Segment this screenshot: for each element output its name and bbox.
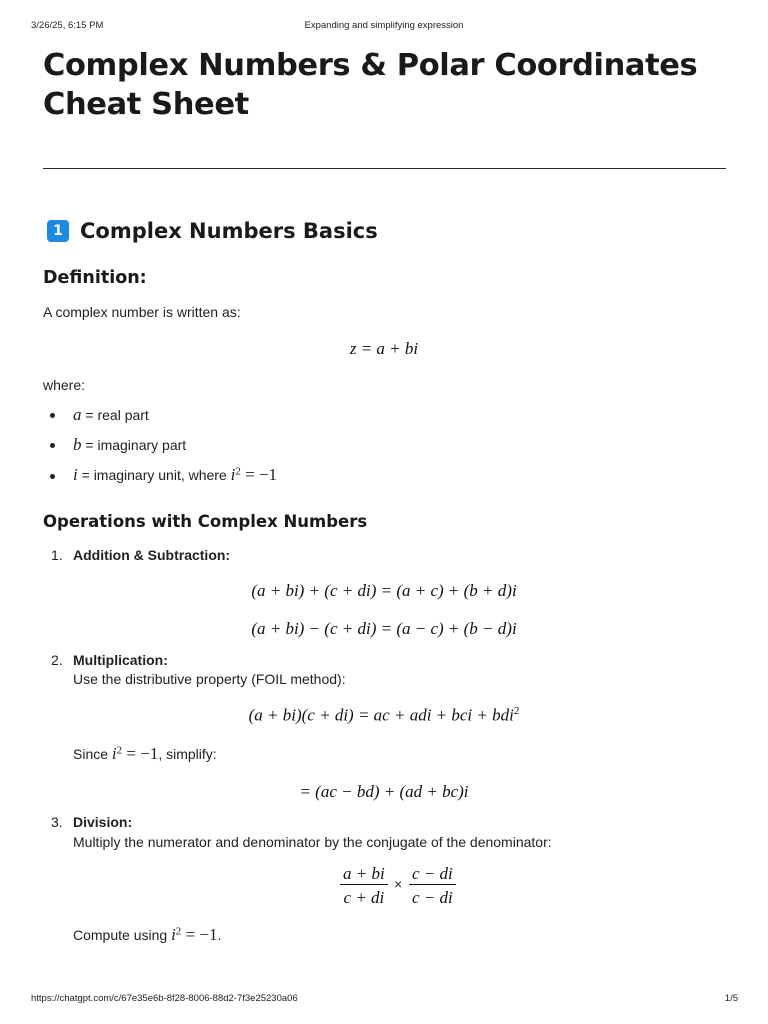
equation-simplified: = (ac − bd) + (ad + bc)i [299,782,469,801]
print-page-title: Expanding and simplifying expression [304,20,464,31]
bullet-dot [50,413,55,418]
keycap-one-icon: 1 [47,220,69,242]
bullet-dot [50,474,55,479]
multiplication-description: Use the distributive property (FOIL method): [73,671,346,687]
fraction-conjugate [409,864,456,908]
where-label: where: [43,377,86,393]
division-heading: Division: [73,814,133,830]
title-line-2: Cheat Sheet [43,87,249,122]
division-description: Multiply the numerator and denominator by the conjugate of the denominator: [73,834,552,850]
fraction-numerator: a + bi [340,864,388,885]
document-title [43,46,743,124]
times-symbol: × [394,876,403,892]
section-heading [47,219,378,243]
print-page-number: 1/5 [724,993,738,1004]
list-item-imaginary-unit: i = imaginary unit, where $i^2 = -1$ [73,465,278,484]
title-line-1: Complex Numbers & Polar Coordinates [43,48,698,83]
list-item-real-part: a = real part [73,405,149,424]
equation-complex-form: z = a + bi [349,339,419,358]
compute-note: Compute using $i^2 = -1$. [73,925,222,944]
since-note: Since $i^2 = -1$, simplify: [73,744,217,763]
list-number: 2. [51,652,63,668]
list-number: 3. [51,814,63,830]
definition-heading: Definition: [43,268,147,288]
horizontal-rule [43,168,726,169]
addition-subtraction-heading: Addition & Subtraction: [73,547,231,563]
operations-heading: Operations with Complex Numbers [43,512,368,531]
fraction-numerator: c − di [409,864,456,885]
fraction-denominator: c + di [343,888,385,907]
print-datetime: 3/26/25, 6:15 PM [31,20,104,31]
fraction-denominator: c − di [412,888,453,907]
definition-intro: A complex number is written as: [43,304,241,320]
bullet-dot [50,443,55,448]
equation-addition: (a + bi) + (c + di) = (a + c) + (b + d)i [251,581,517,600]
multiplication-heading: Multiplication: [73,652,168,668]
list-number: 1. [51,547,63,563]
print-url: https://chatgpt.com/c/67e35e6b-8f28-8006-88d2-7f3e25230a06 [31,993,298,1004]
section-title: Complex Numbers Basics [80,219,378,243]
equation-multiplication: (a + bi)(c + di) = ac + adi + bci + bdi$^2$ [248,705,520,725]
equation-subtraction: (a + bi) − (c + di) = (a − c) + (b − d)i [251,619,517,638]
list-item-imaginary-part: b = imaginary part [73,435,187,454]
fraction-original [340,864,388,908]
